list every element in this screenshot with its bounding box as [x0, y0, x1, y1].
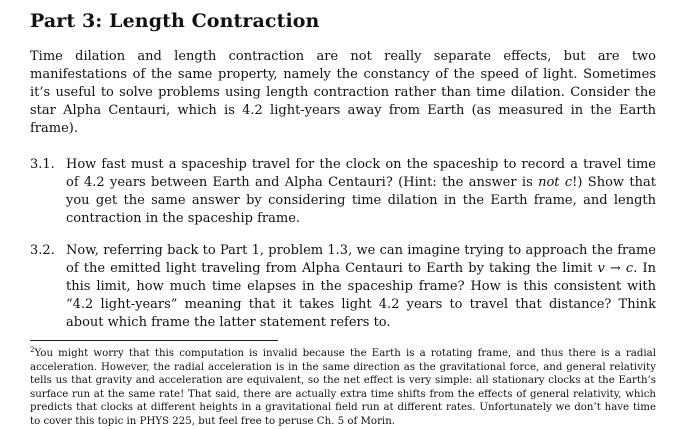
problem-list: [30, 156, 656, 332]
intro-paragraph: Time dilation and length contraction are not really separate effects, but are two manifestations of the same property, namely the constancy of the speed of light. Sometimes it’s useful to solve problems using length contraction rather than time dilation. Consider the star Alpha Centauri, which is 4.2 light-years away from Earth (as measured in the Earth frame).: [30, 49, 656, 136]
problem-item-3-2: [30, 242, 656, 332]
problem-item-3-1: [30, 156, 656, 228]
footnote: [30, 344, 656, 429]
problem-text-italic: not c: [538, 175, 573, 190]
problem-text: [66, 242, 656, 332]
footnote-rule: [30, 340, 278, 341]
problem-text-before: How fast must a spaceship travel for the clock on the spaceship to record a travel time of 4.2 years between Earth and Alpha Centauri? (Hint: the answer is: [66, 157, 656, 190]
problem-text-after: . In this limit, how much time elapses in the spaceship frame? How is this consistent with “4.2 light-years” meaning that it takes light 4.2 years to travel that distance? Think about which frame the latter statement refers to.: [66, 261, 656, 330]
problem-text-after: !) Show that you get the same answer by considering time dilation in the Earth frame, and length contraction in the spaceship frame.: [66, 175, 656, 226]
footnote-text: You might worry that this computation is invalid because the Earth is a rotating frame, and thus there is a radial acceleration. However, the radial acceleration is in the same direction as the gravitational force, and general relativity tells us that gravity and acceleration are equivalent, so the net effect is very simple: all stationary clocks at the Earth’s surface run at the same rate! That said, there are actually extra time shifts from the effects of general relativity, which predicts that clocks at different heights in a gravitational field run at different rates. Unfortunately we don’t have time to cover this topic in PHYS 225, but feel free to peruse Ch. 5 of Morin.: [30, 348, 656, 427]
section-title: Part 3: Length Contraction: [30, 10, 320, 32]
problem-number: 3.2.: [30, 243, 55, 258]
problem-text-italic: v → c: [597, 261, 634, 276]
problem-text: [66, 156, 656, 228]
footnote-marker: 2: [30, 346, 35, 354]
problem-text-before: Now, referring back to Part 1, problem 1.3, we can imagine trying to approach the frame of the emitted light traveling from Alpha Centauri to Earth by taking the limit: [66, 243, 656, 276]
problem-number: 3.1.: [30, 157, 55, 172]
